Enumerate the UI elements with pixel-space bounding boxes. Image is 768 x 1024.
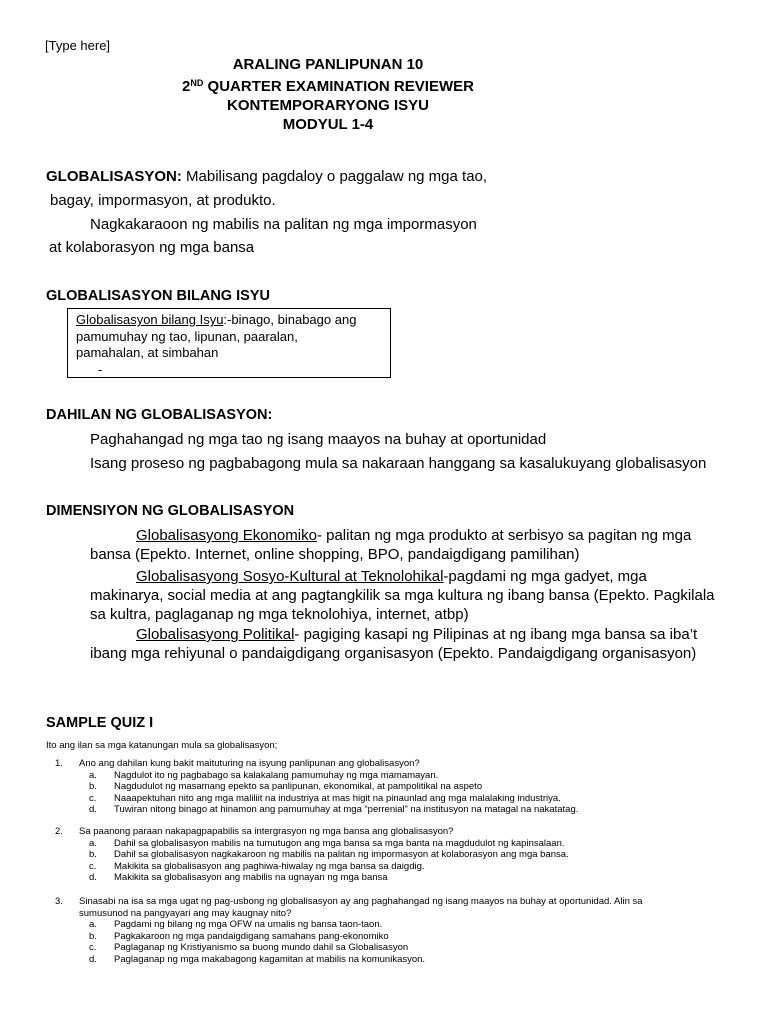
- dimensiyon-term-politikal: Globalisasyong Politikal: [136, 626, 295, 643]
- title-line-1: ARALING PANLIPUNAN 10: [232, 56, 424, 73]
- isyu-box-dash: -: [98, 361, 103, 377]
- isyu-box-line-2: pamumuhay ng tao, lipunan, paaralan,: [76, 328, 298, 344]
- quiz-question-1: [55, 758, 715, 816]
- dimensiyon-item-ekonomiko: [90, 526, 730, 564]
- option-text: Nagdulot ito ng pagbabago sa kalakalang pamumuhay ng mga mamamayan.: [114, 769, 439, 781]
- quiz-question-2: [55, 826, 715, 884]
- answer-option: [89, 872, 715, 884]
- isyu-box-line-1: [76, 312, 382, 329]
- option-text: Dahil sa globalisasyon nagkakaroon ng mabilis na palitan ng impormasyon at kolaborasyon ang mga bansa.: [114, 849, 569, 860]
- dimensiyon-ekonomiko-rest: - palitan ng mga produkto at serbisyo sa pagitan ng mga: [316, 527, 692, 544]
- quiz-question-3: [55, 896, 715, 965]
- isyu-text-box: [67, 308, 391, 378]
- question-stem: Sa paanong paraan nakapagpapabilis sa intergrasyon ng mga bansa ang globalisasyon?: [79, 826, 454, 837]
- isyu-box-term: Globalisasyon bilang Isyu: [76, 312, 224, 327]
- option-text: Pagdami ng bilang ng mga OFW na umalis ng bansa taon-taon.: [114, 919, 383, 930]
- question-stem: Ano ang dahilan kung bakit maituturing na isyung panlipunan ang globalisasyon?: [79, 758, 420, 769]
- answer-option: [89, 781, 715, 793]
- dimensiyon-sosyo-kultural-rest: -pagdami ng mga gadyet, mga: [443, 568, 647, 585]
- dimensiyon-term-sosyo-kultural: Globalisasyong Sosyo-Kultural at Teknolohikal: [136, 568, 444, 585]
- dahilan-item-1: Paghahangad ng mga tao ng isang maayos na buhay at oportunidad: [90, 431, 547, 448]
- isyu-heading: GLOBALISASYON BILANG ISYU: [46, 288, 270, 304]
- question-number: 1.: [55, 758, 63, 769]
- answer-option: [89, 804, 715, 816]
- globalisasyon-label: GLOBALISASYON:: [46, 168, 182, 185]
- dimensiyon-ekonomiko-line2: bansa (Epekto. Internet, online shopping, BPO, pandaigdigang pamilihan): [90, 546, 580, 563]
- answer-option: [89, 849, 715, 861]
- option-text: Paglaganap ng mga makabagong kagamitan at mabilis na komunikasyon.: [114, 953, 426, 965]
- globalisasyon-def-part1: Mabilisang pagdaloy o paggalaw ng mga tao,: [181, 168, 488, 185]
- isyu-box-line-3: pamahalan, at simbahan: [76, 345, 219, 360]
- answer-option: [89, 942, 715, 954]
- title-ordinal-suffix: ND: [190, 78, 204, 88]
- option-text: Makikita sa globalisasyon ang mabilis na ugnayan ng mga bansa: [114, 872, 388, 883]
- dimensiyon-item-sosyo-kultural: [90, 567, 730, 624]
- option-text: Dahil sa globalisasyon mabilis na tumutugon ang mga bansa sa mga banta na magdudulot ng kapinsalaan.: [114, 837, 565, 849]
- title-line-2: [0, 74, 656, 96]
- quiz-heading: SAMPLE QUIZ I: [46, 715, 154, 731]
- answer-option: [89, 793, 715, 805]
- question-number: 2.: [55, 826, 63, 837]
- option-letter: d.: [89, 953, 97, 965]
- title-line-3: KONTEMPORARYONG ISYU: [227, 97, 429, 114]
- option-letter: c.: [89, 942, 97, 953]
- option-text: Pagkakaroon ng mga pandaigdigang samahans pang-ekonomiko: [114, 930, 389, 942]
- answer-option: [89, 931, 715, 943]
- option-letter: d.: [89, 872, 97, 883]
- option-text: Makikita sa globalisasyon ang paghiwa-hiwalay ng mga bansa sa daigdig.: [114, 860, 425, 872]
- answer-option: [89, 861, 715, 873]
- option-letter: b.: [89, 781, 97, 792]
- option-letter: a.: [89, 837, 97, 849]
- globalisasyon-definition: [46, 168, 487, 185]
- option-text: Nagdudulot ng masamang epekto sa panlipunan, ekonomikal, at pampolitikal na aspeto: [114, 781, 483, 792]
- header-placeholder: [Type here]: [45, 38, 111, 53]
- option-letter: c.: [89, 860, 97, 872]
- option-text: Paglaganap ng Kristiyanismo sa buong mundo dahil sa Globalisasyon: [114, 942, 409, 953]
- globalisasyon-def2-part1: Nagkakaraoon ng mabilis na palitan ng mga impormasyon: [90, 216, 477, 233]
- question-number: 3.: [55, 896, 63, 907]
- option-text: Tuwiran nitong binago at hinamon ang pamumuhay at mga “perrenial” na institusyon na matagal na nakatatag.: [114, 804, 579, 815]
- option-letter: a.: [89, 919, 97, 930]
- dimensiyon-term-ekonomiko: Globalisasyong Ekonomiko: [136, 527, 317, 544]
- question-stem-line-2: sumusunod na pangyayari ang may kaugnay nito?: [79, 907, 292, 919]
- question-stem-line-1: Sinasabi na isa sa mga ugat ng pag-usbong ng globalisasyon ay ang paghahangad ng isang maayos na buhay at oportunidad. Alin sa: [79, 896, 643, 907]
- document-title: [0, 55, 656, 134]
- dimensiyon-sosyo-kultural-line3: sa kultra, paglaganap ng mga teknolohiya, internet, atbp): [90, 606, 469, 623]
- dimensiyon-item-politikal: [90, 625, 730, 663]
- answer-option: [89, 919, 715, 931]
- option-letter: b.: [89, 849, 97, 860]
- globalisasyon-def-part2: bagay, impormasyon, at produkto.: [50, 192, 276, 209]
- answer-option: [89, 838, 715, 850]
- title-line-2-rest: QUARTER EXAMINATION REVIEWER: [203, 78, 474, 95]
- quiz-intro: Ito ang ilan sa mga katanungan mula sa globalisasyon;: [46, 740, 278, 751]
- option-letter: c.: [89, 792, 97, 804]
- globalisasyon-def2-part2: at kolaborasyon ng mga bansa: [49, 239, 255, 256]
- isyu-box-rest: :-binago, binabago ang: [223, 312, 357, 327]
- answer-option: [89, 954, 715, 966]
- dimensiyon-sosyo-kultural-line2: makinarya, social media at ang pagtangkilik sa mga kultura ng ibang bansa (Epekto. Pagkilala: [90, 587, 715, 604]
- option-letter: d.: [89, 804, 97, 815]
- dimensiyon-politikal-line2: ibang mga rehiyunal o pandaigdigang organisasyon (Epekto. Pandaigdigang organisasyon): [90, 645, 697, 662]
- title-line-4: MODYUL 1-4: [282, 116, 374, 133]
- answer-option: [89, 770, 715, 782]
- option-letter: a.: [89, 769, 97, 781]
- dimensiyon-politikal-rest: - pagiging kasapi ng Pilipinas at ng ibang mga bansa sa iba’t: [294, 626, 698, 643]
- dimensiyon-heading: DIMENSIYON NG GLOBALISASYON: [46, 503, 295, 519]
- dahilan-item-2: Isang proseso ng pagbabagong mula sa nakaraan hanggang sa kasalukuyang globalisasyon: [90, 455, 707, 472]
- dahilan-heading: DAHILAN NG GLOBALISASYON:: [46, 407, 273, 423]
- option-letter: b.: [89, 930, 97, 942]
- title-quarter-number: 2: [182, 78, 191, 95]
- option-text: Naaapektuhan nito ang mga maliliit na industriya at mas higit na pinaunlad ang mga malalaking industriya.: [114, 792, 561, 804]
